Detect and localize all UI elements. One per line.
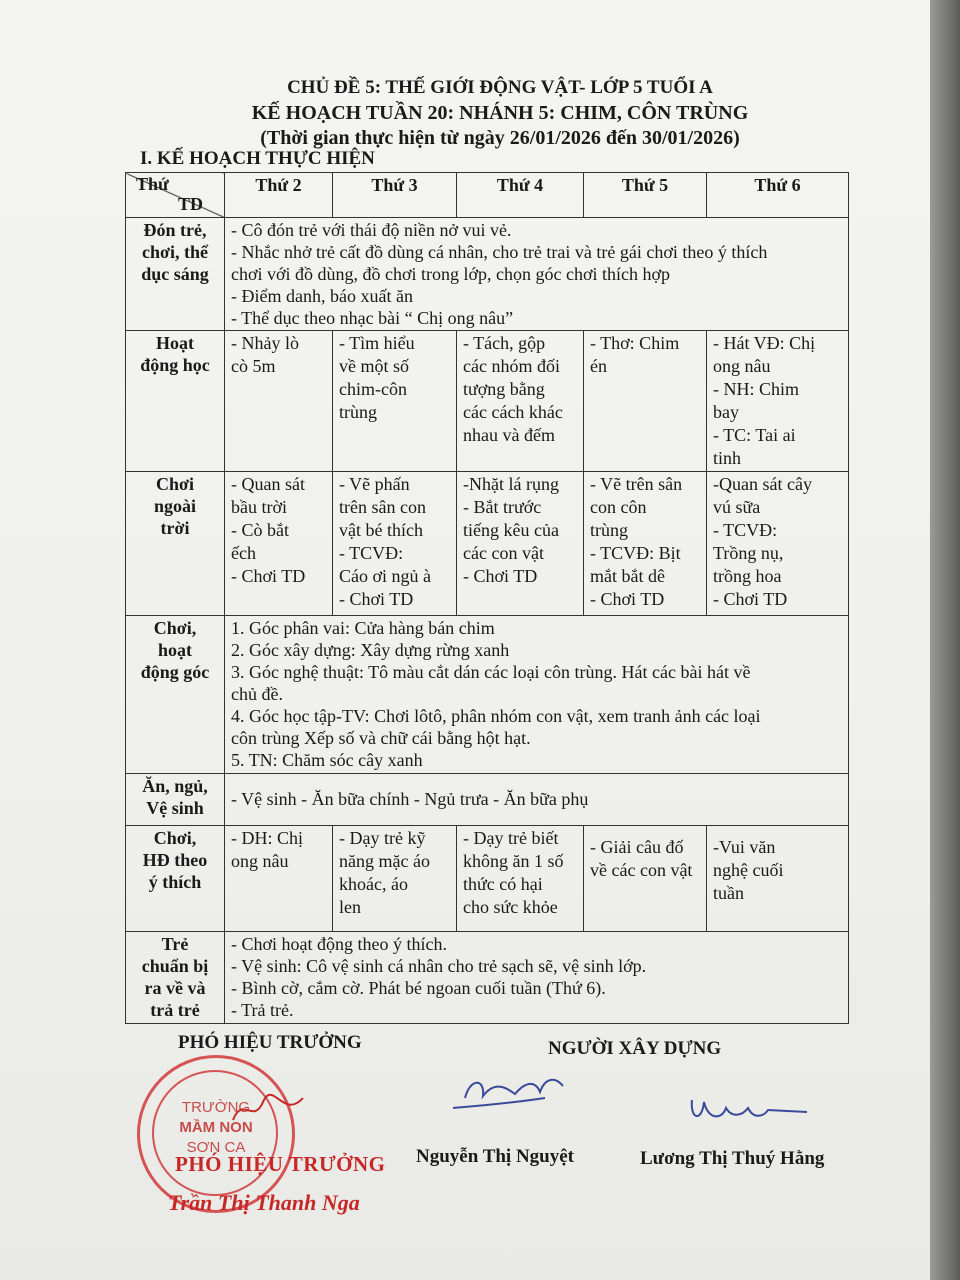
corner-label-day: Thứ [136, 174, 169, 194]
day-header-wed: Thứ 4 [457, 173, 584, 218]
stamp-line: TRƯỜNG [181, 1099, 251, 1116]
row-an-ngu [126, 774, 849, 826]
row-label: Trẻ chuẩn bị ra về và trả trẻ [126, 932, 225, 1024]
header-row [126, 173, 849, 218]
row-label: Ăn, ngủ, Vệ sinh [126, 774, 225, 826]
merged-cell: 1. Góc phân vai: Cửa hàng bán chim 2. Góc xây dựng: Xây dựng rừng xanh 3. Góc nghệ thuật: Tô màu cắt dán các loại côn trùng. Hát các bài hát về chủ đề. 4. Góc học tập-TV: Chơi lôtô, phân nhóm con vật, xem tranh ảnh các loại côn trùng Xếp số và chữ cái bằng hột hạt. 5. TN: Chăm sóc cây xanh [225, 616, 849, 774]
row-choi-goc [126, 616, 849, 774]
cell-fri: -Vui văn nghệ cuối tuần [707, 826, 849, 932]
day-header-fri: Thứ 6 [707, 173, 849, 218]
corner-cell [126, 173, 225, 218]
cell-wed: - Tách, gộp các nhóm đối tượng bằng các cách khác nhau và đếm [457, 331, 584, 472]
vice-principal-title: PHÓ HIỆU TRƯỞNG [178, 1032, 362, 1053]
cell-fri: -Quan sát cây vú sữa - TCVĐ: Trồng nụ, trồng hoa - Chơi TD [707, 472, 849, 616]
date-range: (Thời gian thực hiện từ ngày 26/01/2026 đến 30/01/2026) [260, 127, 740, 149]
row-label: Chơi, HĐ theo ý thích [126, 826, 225, 932]
row-label: Đón trẻ, chơi, thể dục sáng [126, 218, 225, 331]
cell-thu: - Thơ: Chim én [584, 331, 707, 472]
merged-cell: - Cô đón trẻ với thái độ niền nở vui vẻ. - Nhắc nhở trẻ cất đồ dùng cá nhân, cho trẻ trai và trẻ gái chơi theo ý thích chơi với đồ dùng, đồ chơi trong lớp, chọn góc chơi thích hợp - Điểm danh, báo xuất ăn - Thể dục theo nhạc bài “ Chị ong nâu” [225, 218, 849, 331]
cell-thu: - Giải câu đố về các con vật [584, 826, 707, 932]
row-label: Hoạt động học [126, 331, 225, 472]
row-hoat-dong-hoc [126, 331, 849, 472]
stamp-vice-principal-name: Trần Thị Thanh Nga [168, 1190, 360, 1215]
row-label: Chơi, hoạt động góc [126, 616, 225, 774]
cell-mon: - DH: Chị ong nâu [225, 826, 333, 932]
cell-wed: -Nhặt lá rụng - Bắt trước tiếng kêu của các con vật - Chơi TD [457, 472, 584, 616]
row-label: Chơi ngoài trời [126, 472, 225, 616]
stamp-line: MẦM NON [179, 1119, 253, 1136]
author-title: NGƯỜI XÂY DỰNG [548, 1038, 722, 1059]
stamp-line: SƠN CA [186, 1139, 246, 1156]
author2-name: Lương Thị Thuý Hằng [640, 1148, 825, 1169]
row-tra-tre [126, 932, 849, 1024]
day-header-thu: Thứ 5 [584, 173, 707, 218]
vice-principal-signature [228, 1090, 308, 1130]
row-choi-ngoai-troi [126, 472, 849, 616]
theme-title: CHỦ ĐỀ 5: THẾ GIỚI ĐỘNG VẬT- LỚP 5 TUỔI A [287, 77, 713, 98]
row-choi-y-thich [126, 826, 849, 932]
weekly-plan-table [125, 172, 849, 1024]
cell-mon: - Nhảy lò cò 5m [225, 331, 333, 472]
cell-tue: - Dạy trẻ kỹ năng mặc áo khoác, áo len [333, 826, 457, 932]
cell-wed: - Dạy trẻ biết không ăn 1 số thức có hại cho sức khỏe [457, 826, 584, 932]
section-heading: I. KẾ HOẠCH THỰC HIỆN [140, 148, 375, 169]
row-don-tre [126, 218, 849, 331]
merged-cell: - Vệ sinh - Ăn bữa chính - Ngủ trưa - Ăn bữa phụ [225, 774, 849, 826]
author1-signature [445, 1068, 575, 1118]
corner-label-activity: TD [178, 194, 204, 214]
day-header-mon: Thứ 2 [225, 173, 333, 218]
day-header-tue: Thứ 3 [333, 173, 457, 218]
author2-signature [682, 1090, 812, 1130]
stamp-vice-principal-title: PHÓ HIỆU TRƯỞNG [175, 1152, 386, 1176]
cell-mon: - Quan sát bầu trời - Cò bắt ếch - Chơi TD [225, 472, 333, 616]
merged-cell: - Chơi hoạt động theo ý thích. - Vệ sinh: Cô vệ sinh cá nhân cho trẻ sạch sẽ, vệ sinh lớp. - Bình cờ, cắm cờ. Phát bé ngoan cuối tuần (Thứ 6). - Trả trẻ. [225, 932, 849, 1024]
week-plan-title: KẾ HOẠCH TUẦN 20: NHÁNH 5: CHIM, CÔN TRÙNG [251, 102, 749, 124]
background-edge [930, 0, 960, 1280]
cell-fri: - Hát VĐ: Chị ong nâu - NH: Chim bay - TC: Tai ai tinh [707, 331, 849, 472]
cell-thu: - Vẽ trên sân con côn trùng - TCVĐ: Bịt mắt bắt dê - Chơi TD [584, 472, 707, 616]
cell-tue: - Vẽ phấn trên sân con vật bé thích - TCVĐ: Cáo ơi ngủ à - Chơi TD [333, 472, 457, 616]
cell-tue: - Tìm hiểu về một số chim-côn trùng [333, 331, 457, 472]
author1-name: Nguyễn Thị Nguyệt [416, 1146, 575, 1167]
